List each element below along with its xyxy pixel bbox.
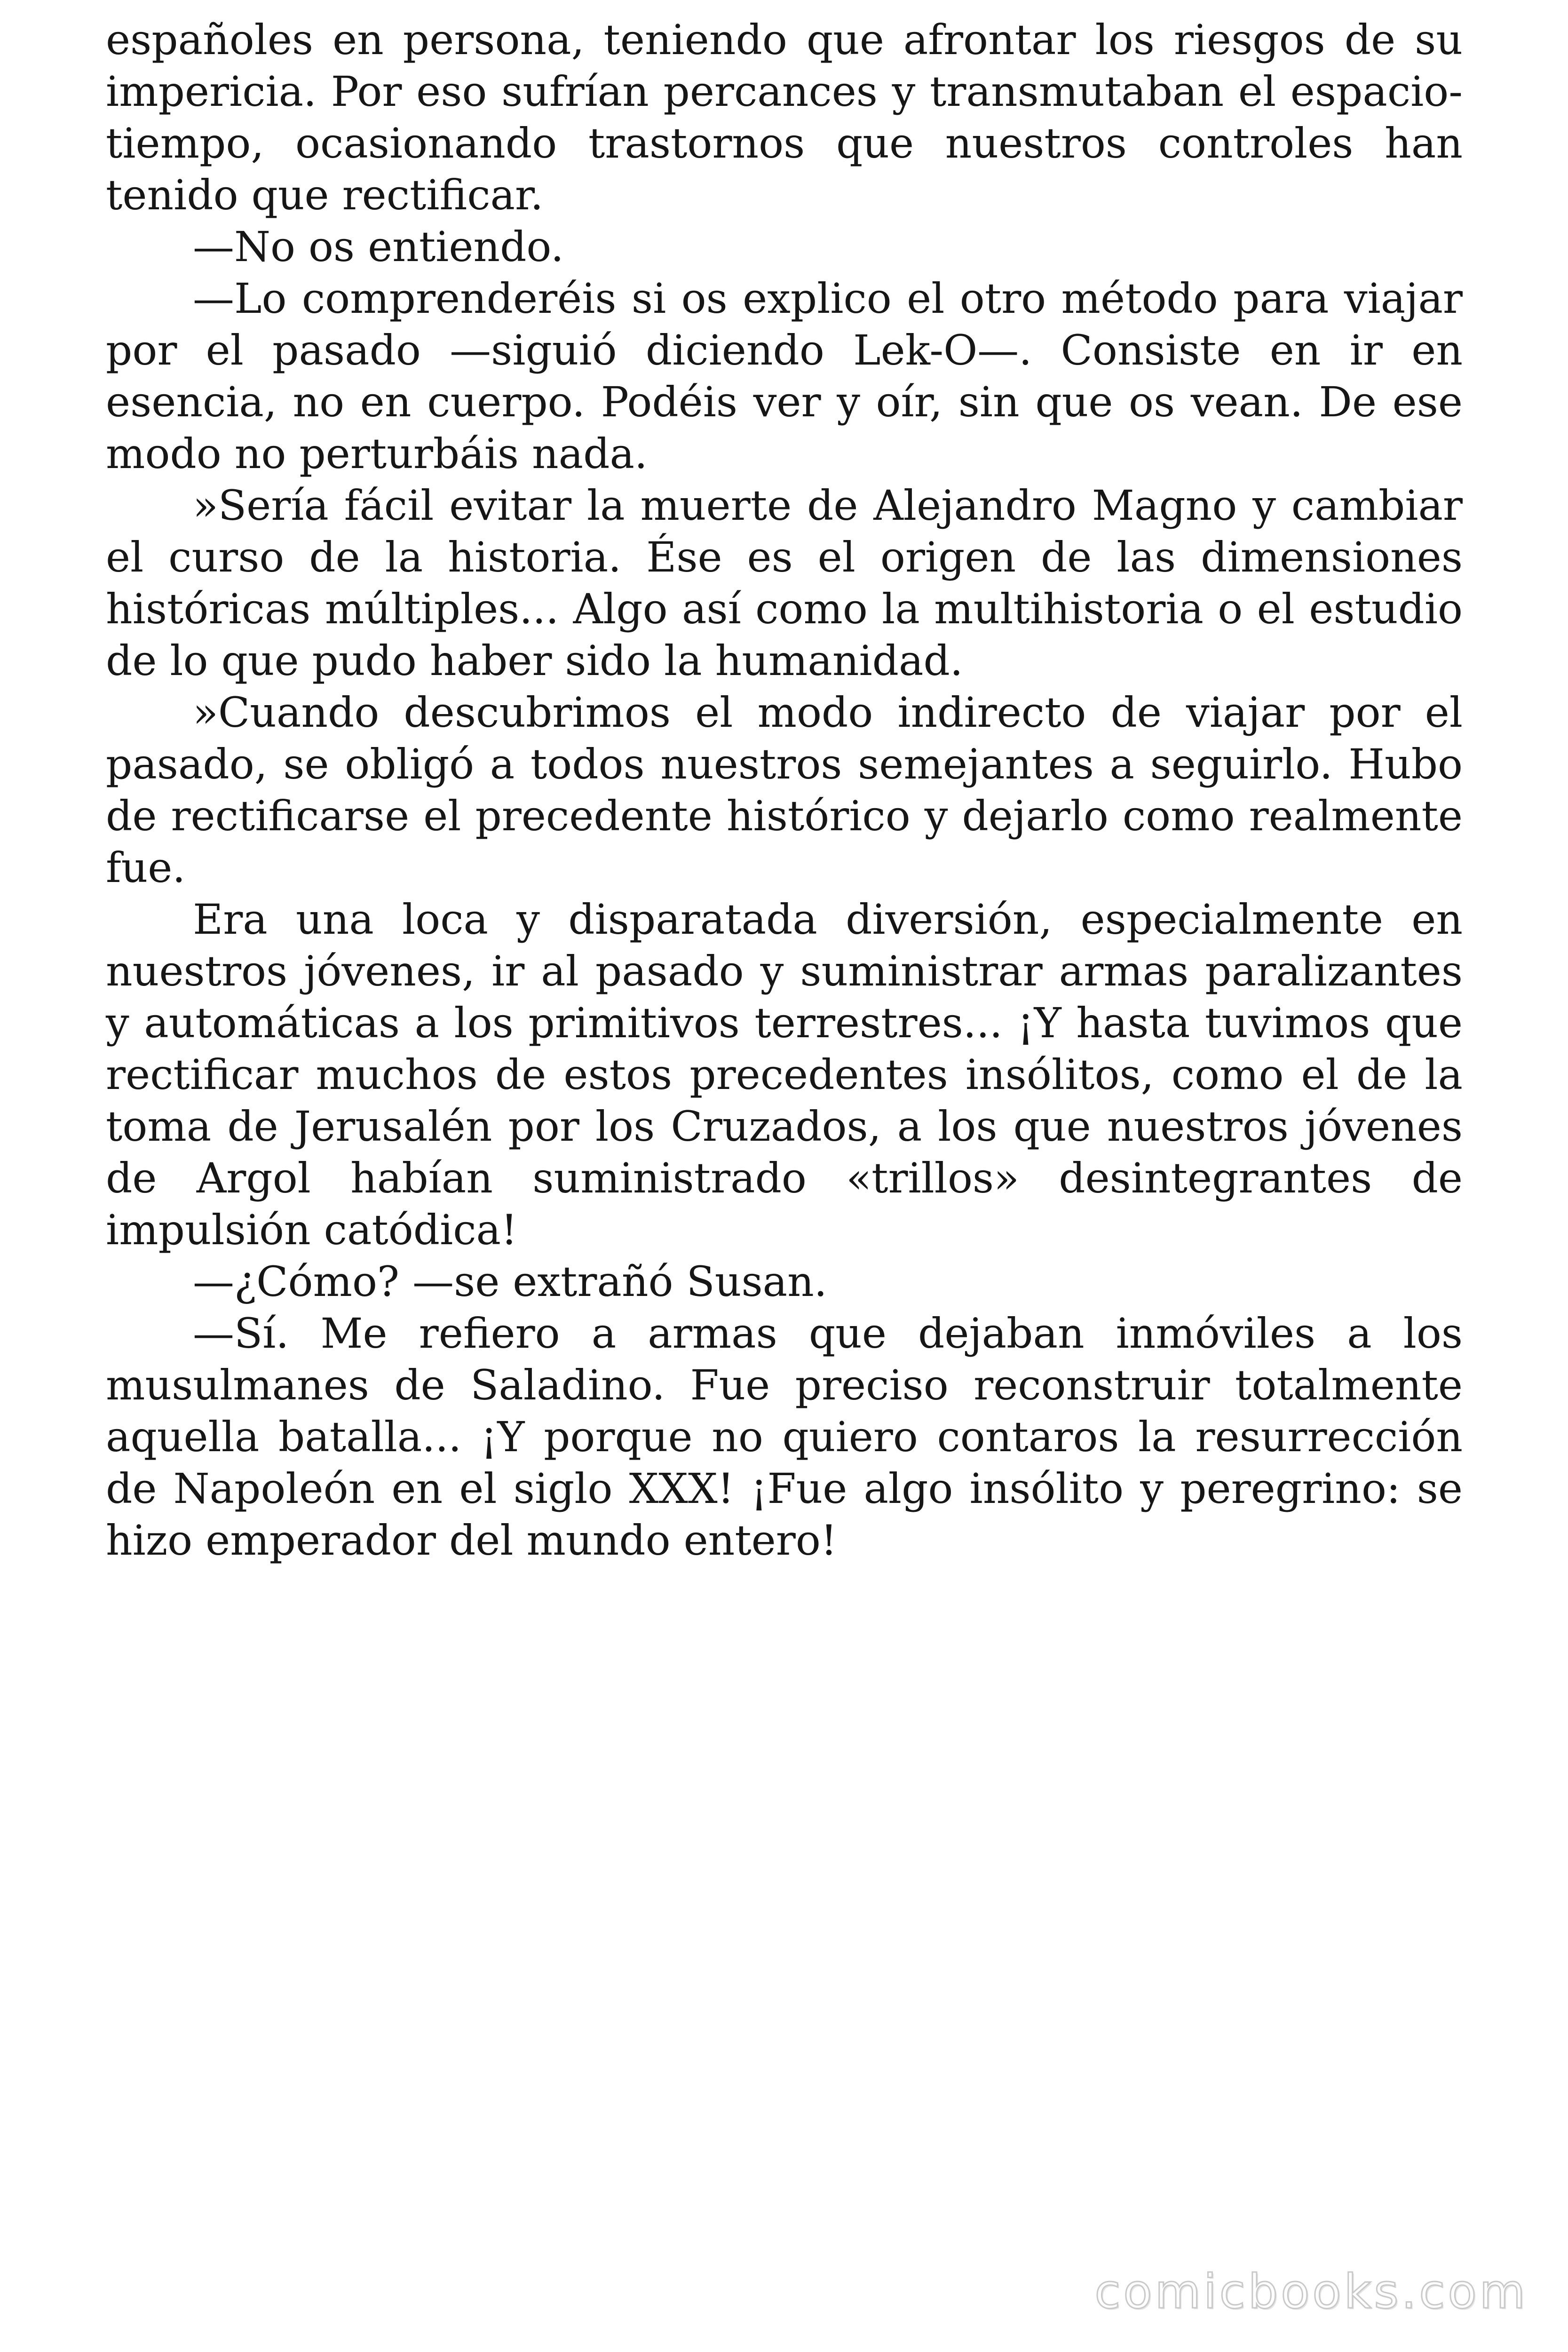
paragraph-quote: »Cuando descubrimos el modo indirecto de viajar por el pasado, se obligó a todos nuestros semejantes a seguirlo. Hubo de rectificarse el precedente histórico y dejarlo como realmente fue. <box>106 688 1463 892</box>
paragraph-continuation: españoles en persona, teniendo que afrontar los riesgos de su impericia. Por eso sufrían percances y transmutaban el espacio-tiempo, ocasionando trastornos que nuestros controles han tenido que rectificar. <box>106 16 1463 219</box>
paragraph-narration: Era una loca y disparatada diversión, especialmente en nuestros jóvenes, ir al pasado y suministrar armas paralizantes y automáticas a los primitivos terrestres... ¡Y hasta tuvimos que rectificar muchos de estos precedentes insólitos, como el de la toma de Jerusalén por los Cruzados, a los que nuestros jóvenes de Argol habían suministrado «trillos» desintegrantes de impulsión catódica! <box>106 895 1463 1254</box>
watermark-logo: comicbooks.com <box>1094 2264 1528 2319</box>
paragraph-dialogue: —Lo comprenderéis si os explico el otro método para viajar por el pasado —siguió diciendo Lek-O—. Consiste en ir en esencia, no en cuerpo. Podéis ver y oír, sin que os vean. De ese modo no perturbáis nada. <box>106 274 1463 478</box>
paragraph-dialogue: —¿Cómo? —se extrañó Susan. <box>193 1257 827 1306</box>
paragraph-dialogue: —Sí. Me refiero a armas que dejaban inmóviles a los musulmanes de Saladino. Fue preciso reconstruir totalmente aquella batalla... ¡Y porque no quiero contaros la resurrección de Napoleón en el siglo XXX! ¡Fue algo insólito y peregrino: se hizo emperador del mundo entero! <box>106 1309 1463 1565</box>
book-page-text <box>106 14 1463 1566</box>
paragraph-dialogue: —No os entiendo. <box>193 222 564 271</box>
paragraph-quote: »Sería fácil evitar la muerte de Alejandro Magno y cambiar el curso de la historia. Ése es el origen de las dimensiones históricas múltiples... Algo así como la multihistoria o el estudio de lo que pudo haber sido la humanidad. <box>106 481 1463 685</box>
